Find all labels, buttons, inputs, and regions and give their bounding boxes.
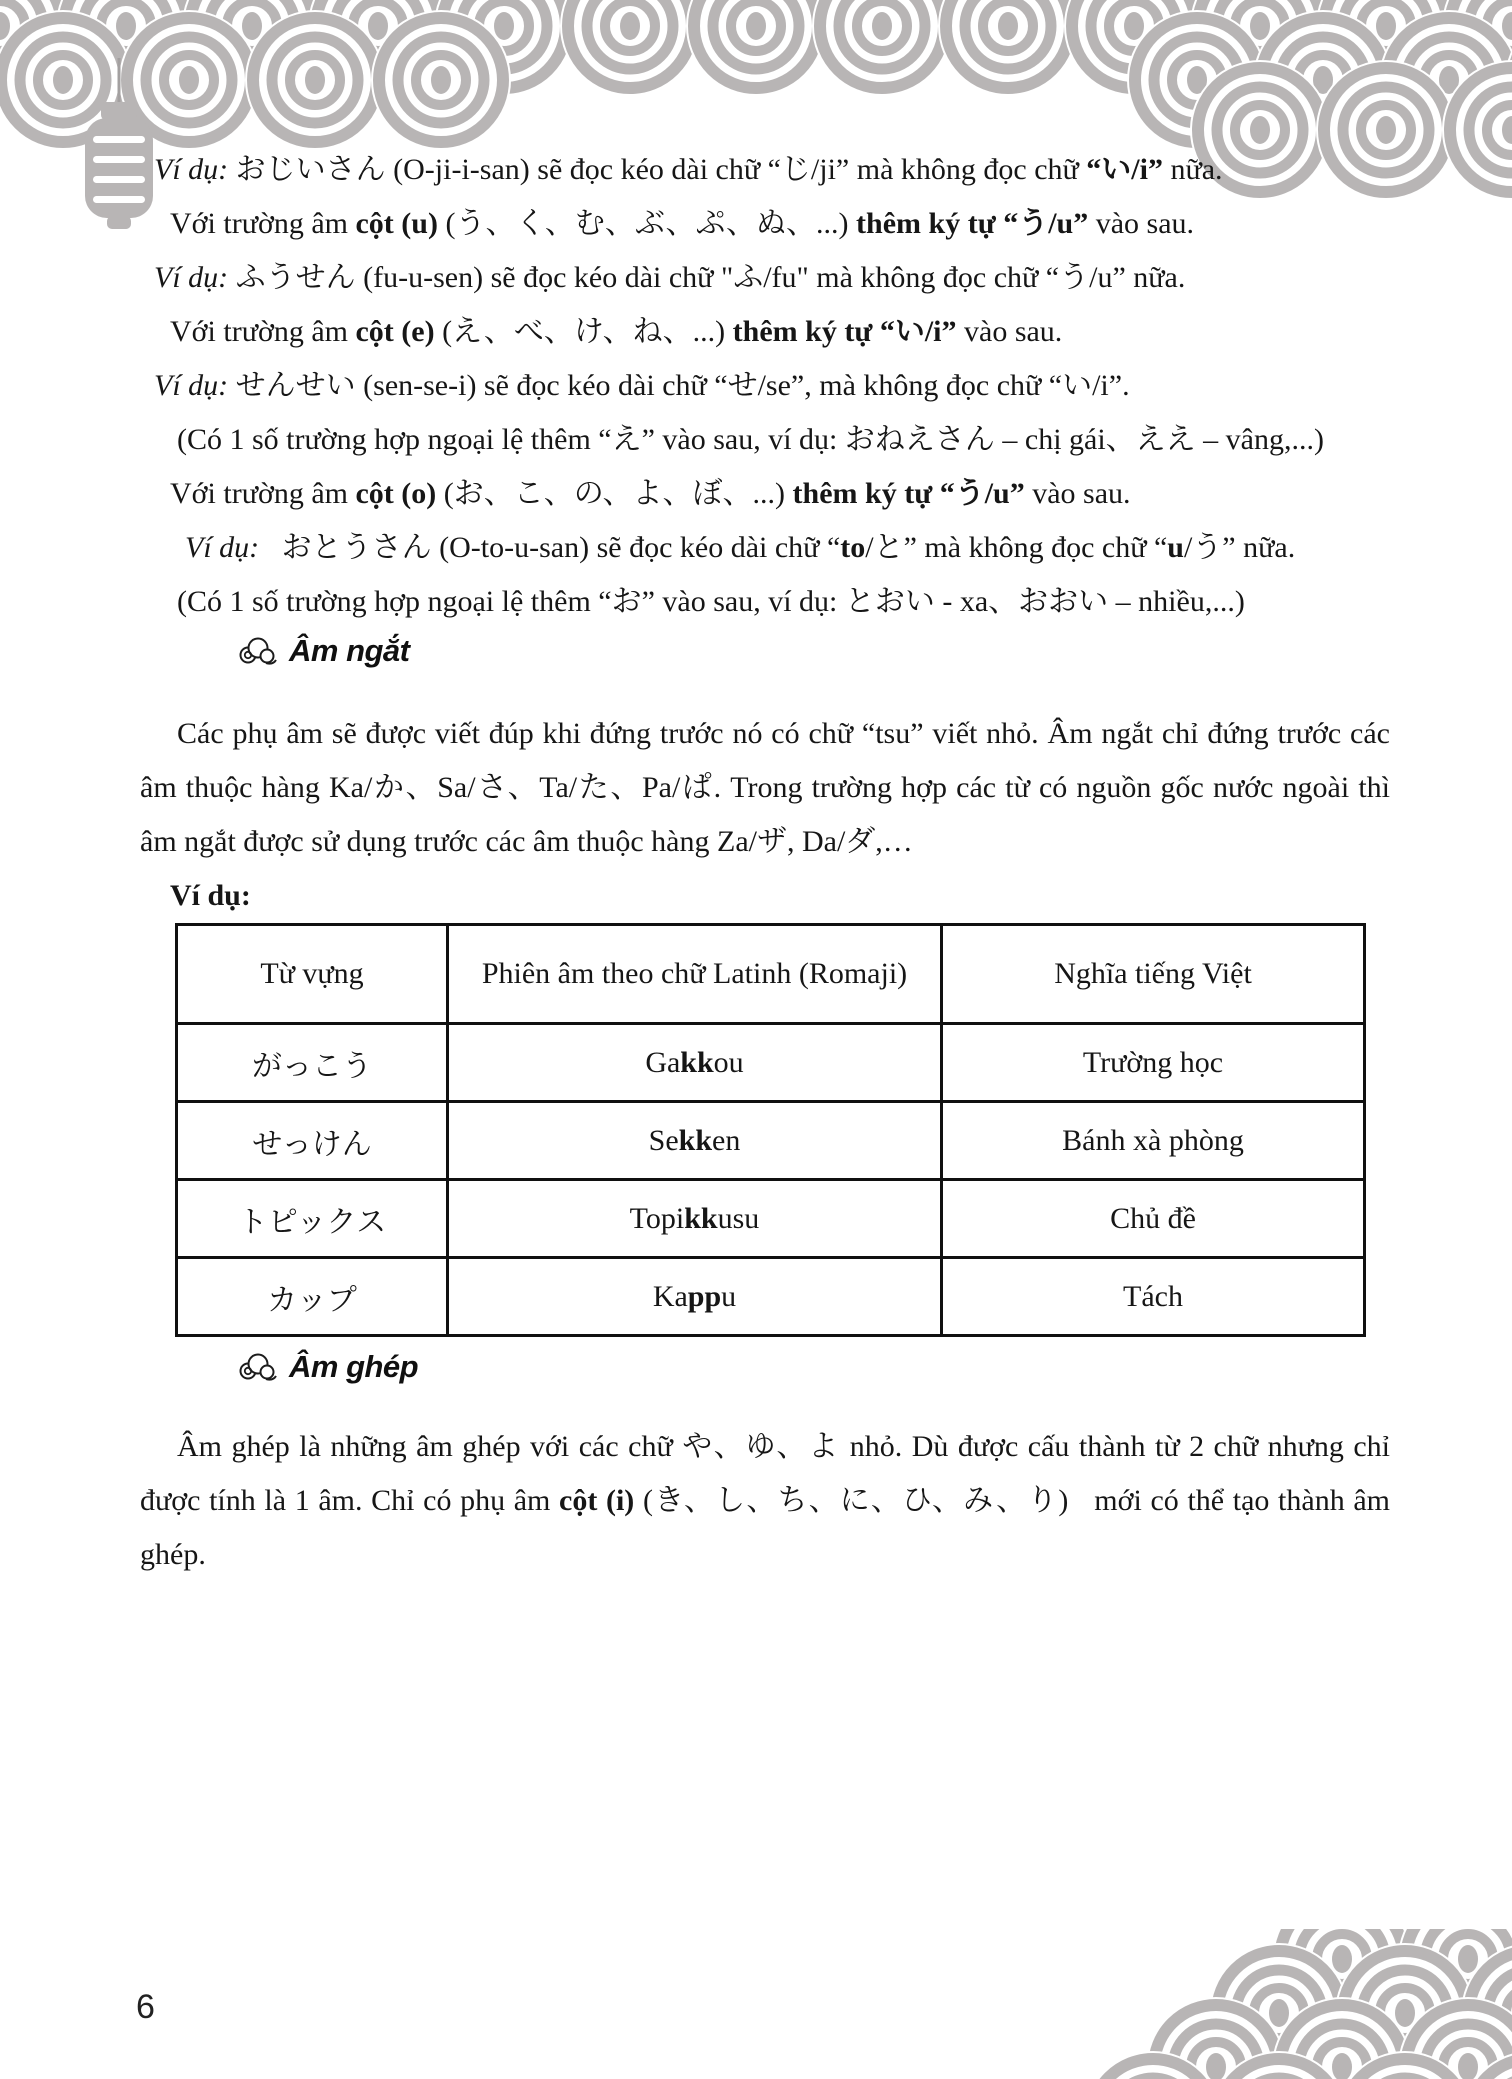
cell-vietnamese: Trường học [942,1024,1365,1102]
table-header-row [177,925,1365,1024]
paragraph-exception-o: (Có 1 số trường hợp ngoại lệ thêm “お” vào sau, ví dụ: とおい - xa、おおい – nhiều,...) [177,585,1245,618]
vocab-table [175,923,1366,1337]
cell-romaji: Gakkou [448,1024,942,1102]
table-row [177,1180,1365,1258]
cell-romaji: Kappu [448,1258,942,1336]
cell-vietnamese: Bánh xà phòng [942,1102,1365,1180]
paragraph-exception-e: (Có 1 số trường hợp ngoại lệ thêm “え” vào sau, ví dụ: おねえさん – chị gái、ええ – vâng,...) [177,423,1324,456]
seigaiha-wave-pattern-bottom-right [1092,1929,1512,2079]
table-row [177,1024,1365,1102]
paragraph-vi-du-label: Ví dụ: [170,879,251,912]
paragraph-long-vowel-u-rule: Với trường âm cột (u) (う、く、む、ぶ、ぷ、ぬ、...) thêm ký tự “う/u” vào sau. [170,207,1195,240]
paragraph-long-vowel-e-example: Ví dụ: せんせい (sen-se-i) sẽ đọc kéo dài chữ “せ/se”, mà không đọc chữ “い/i”. [154,369,1130,402]
cell-japanese: がっこう [177,1024,448,1102]
cell-romaji: Sekken [448,1102,942,1180]
cloud-icon [235,635,277,667]
paragraph-long-vowel-e-rule: Với trường âm cột (e) (え、べ、け、ね、...) thêm ký tự “い/i” vào sau. [170,315,1063,348]
cell-japanese: せっけん [177,1102,448,1180]
section-heading-am-ghep [235,1345,1390,1389]
page-content [140,143,1398,1582]
section-heading-am-ngat [235,629,1390,673]
col-header-vocabulary: Từ vựng [177,925,448,1024]
cell-romaji: Topikkusu [448,1180,942,1258]
col-header-romaji: Phiên âm theo chữ Latinh (Romaji) [448,925,942,1024]
paragraph-long-vowel-o-example: Ví dụ: おとうさん (O-to-u-san) sẽ đọc kéo dài chữ “to/と” mà không đọc chữ “u/う” nữa. [185,531,1296,564]
paragraph-am-ngat-body: Các phụ âm sẽ được viết đúp khi đứng trước nó có chữ “tsu” viết nhỏ. Âm ngắt chỉ đứng trước các âm thuộc hàng Ka/か、Sa/さ、Ta/た、Pa/ぱ. Trong trường hợp các từ có nguồn gốc nước ngoài thì âm ngắt được sử dụng trước các âm thuộc hàng Za/ザ, Da/ダ,… [140,717,1398,858]
table-row [177,1102,1365,1180]
paragraph-long-vowel-i-example: Ví dụ: おじいさん (O-ji-i-san) sẽ đọc kéo dài chữ “じ/ji” mà không đọc chữ “い/i” nữa. [154,153,1223,186]
paragraph-long-vowel-u-example: Ví dụ: ふうせん (fu-u-sen) sẽ đọc kéo dài chữ "ふ/fu" mà không đọc chữ “う/u” nữa. [154,261,1186,294]
paragraph-am-ghep-body: Âm ghép là những âm ghép với các chữ や、ゆ、よ nhỏ. Dù được cấu thành từ 2 chữ nhưng chỉ được tính là 1 âm. Chỉ có phụ âm cột (i) (き、し、ち、に、ひ、み、り) mới có thể tạo thành âm ghép. [140,1430,1398,1571]
col-header-vietnamese: Nghĩa tiếng Việt [942,925,1365,1024]
section-title-am-ngat: Âm ngắt [289,633,410,668]
table-row [177,1258,1365,1336]
cloud-icon [235,1351,277,1383]
paragraph-long-vowel-o-rule: Với trường âm cột (o) (お、こ、の、よ、ぼ、...) thêm ký tự “う/u” vào sau. [170,477,1131,510]
cell-vietnamese: Chủ đề [942,1180,1365,1258]
section-title-am-ghep: Âm ghép [289,1349,419,1384]
cell-japanese: カップ [177,1258,448,1336]
page-number: 6 [136,1988,155,2026]
cell-vietnamese: Tách [942,1258,1365,1336]
cell-japanese: トピックス [177,1180,448,1258]
